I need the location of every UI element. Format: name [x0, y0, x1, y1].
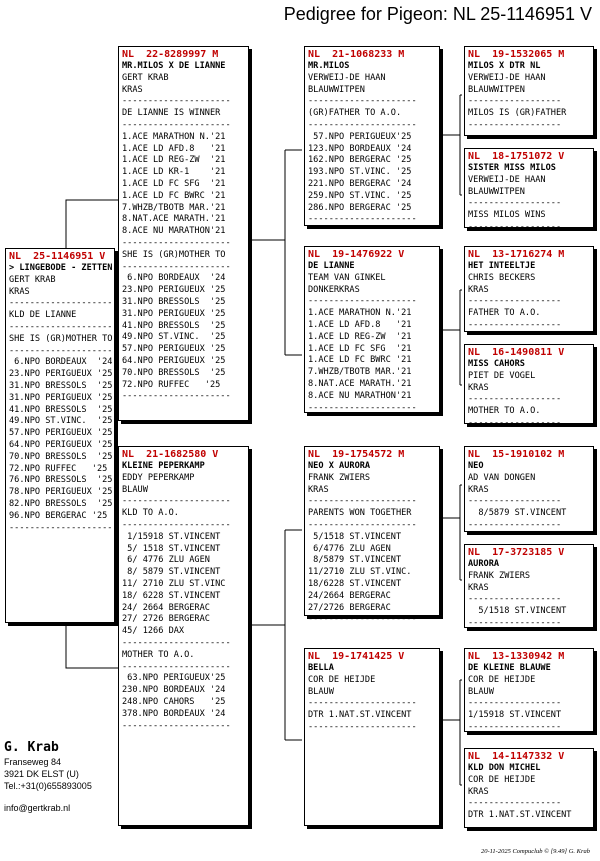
- pedigree-text-line: 123.NPO BORDEAUX '24: [308, 143, 412, 154]
- pedigree-text-line: 49.NPO ST.VINC. '25: [122, 332, 226, 343]
- pedigree-text-line: BLAUWWITPEN: [468, 84, 525, 95]
- pedigree-text-line: DONKERKRAS: [308, 284, 360, 295]
- separator-line: ------------------: [468, 594, 562, 605]
- separator-line: ---------------------: [308, 496, 417, 507]
- pigeon-name: MILOS X DTR NL: [468, 61, 541, 71]
- pedigree-text-line: EDDY PEPERKAMP: [122, 472, 195, 483]
- separator-line: ---------------------: [308, 614, 417, 625]
- card-lines: [468, 675, 590, 734]
- separator-line: ---------------------: [9, 321, 118, 332]
- pedigree-text-line: KRAS: [468, 786, 489, 797]
- separator-line: ---------------------: [122, 661, 231, 672]
- separator-line: ---------------------: [308, 119, 417, 130]
- pedigree-text-line: 64.NPO PERIGUEUX '25: [122, 355, 226, 366]
- great-grandparent-card-fmm[interactable]: [464, 344, 594, 428]
- pigeon-name: MISS CAHORS: [468, 359, 525, 369]
- pedigree-text-line: VERWEIJ-DE HAAN: [468, 174, 546, 185]
- pedigree-text-line: 31.NPO PERIGUEUX '25: [122, 308, 226, 319]
- great-grandparent-card-fmf[interactable]: [464, 246, 594, 332]
- pedigree-text-line: BLAUW: [122, 484, 148, 495]
- pedigree-text-line: DTR 1.NAT.ST.VINCENT: [468, 810, 572, 821]
- breeder-city: 3921 DK ELST (U): [4, 769, 79, 779]
- breeder-name: G. Krab: [4, 740, 59, 755]
- pedigree-text-line: 8.NAT.ACE MARATH.'21: [122, 214, 226, 225]
- card-lines: [468, 571, 590, 630]
- separator-line: ---------------------: [308, 296, 417, 307]
- pedigree-text-line: BLAUW: [468, 686, 494, 697]
- separator-line: ---------------------: [122, 261, 231, 272]
- pedigree-text-line: MOTHER TO A.O.: [468, 406, 541, 417]
- ring-number: NL 19-1741425 V: [308, 651, 405, 662]
- mother-pigeon-card[interactable]: [118, 446, 249, 826]
- pedigree-text-line: GERT KRAB: [122, 72, 169, 83]
- pedigree-text-line: 70.NPO BRESSOLS '25: [122, 367, 226, 378]
- pedigree-text-line: DTR 1.NAT.ST.VINCENT: [308, 710, 412, 721]
- separator-line: ---------------------: [9, 345, 118, 356]
- pedigree-text-line: VERWEIJ-DE HAAN: [468, 72, 546, 83]
- pedigree-text-line: DE LIANNE IS WINNER: [122, 108, 221, 119]
- separator-line: ------------------: [468, 221, 562, 232]
- separator-line: ------------------: [468, 417, 562, 428]
- paternal-grandmother-card[interactable]: [304, 246, 440, 413]
- pedigree-text-line: 248.NPO CAHORS '25: [122, 696, 226, 707]
- great-grandparent-card-mff[interactable]: [464, 446, 594, 532]
- separator-line: ---------------------: [308, 402, 417, 413]
- separator-line: ------------------: [468, 698, 562, 709]
- pedigree-text-line: MISS MILOS WINS: [468, 210, 546, 221]
- pedigree-text-line: 1/15918 ST.VINCENT: [122, 531, 221, 542]
- pigeon-name: KLEINE PEPERKAMP: [122, 461, 205, 471]
- pedigree-text-line: 31.NPO BRESSOLS '25: [122, 296, 226, 307]
- pedigree-text-line: 5/1518 ST.VINCENT: [468, 606, 567, 617]
- pedigree-text-line: 162.NPO BERGERAC '25: [308, 155, 412, 166]
- separator-line: ------------------: [468, 296, 562, 307]
- pedigree-text-line: 230.NPO BORDEAUX '24: [122, 685, 226, 696]
- pedigree-text-line: 41.NPO BRESSOLS '25: [9, 404, 113, 415]
- pedigree-text-line: 1.ACE LD AFD.8 '21: [308, 319, 412, 330]
- pedigree-text-line: 96.NPO BERGERAC '25: [9, 510, 108, 521]
- pedigree-text-line: KLD TO A.O.: [122, 508, 179, 519]
- pedigree-text-line: 11/ 2710 ZLU ST.VINC: [122, 578, 226, 589]
- ring-number: NL 19-1532065 M: [468, 49, 565, 60]
- pedigree-text-line: GERT KRAB: [9, 274, 56, 285]
- pedigree-text-line: TEAM VAN GINKEL: [308, 272, 386, 283]
- pedigree-text-line: 57.NPO PERIGUEUX'25: [308, 131, 412, 142]
- card-lines: [122, 473, 245, 733]
- separator-line: ---------------------: [308, 519, 417, 530]
- pedigree-text-line: KRAS: [468, 382, 489, 393]
- pedigree-text-line: PARENTS WON TOGETHER: [308, 508, 412, 519]
- pedigree-text-line: 78.NPO PERIGUEUX '25: [9, 487, 113, 498]
- breeder-email[interactable]: info@gertkrab.nl: [4, 803, 71, 813]
- pedigree-text-line: 8/ 5879 ST.VINCENT: [122, 567, 221, 578]
- pedigree-text-line: KLD DE LIANNE: [9, 310, 77, 321]
- separator-line: ---------------------: [122, 637, 231, 648]
- pedigree-text-line: 49.NPO ST.VINC. '25: [9, 416, 113, 427]
- separator-line: ------------------: [468, 617, 562, 628]
- pedigree-text-line: PIET DE VOGEL: [468, 370, 536, 381]
- pigeon-name: NEO X AURORA: [308, 461, 371, 471]
- pigeon-name: AURORA: [468, 559, 500, 569]
- card-lines: [468, 775, 590, 822]
- pedigree-text-line: 64.NPO PERIGUEUX '25: [9, 439, 113, 450]
- ring-number: NL 13-1330942 M: [468, 651, 565, 662]
- pigeon-name: DE LIANNE: [308, 261, 355, 271]
- pedigree-text-line: 82.NPO BRESSOLS '25: [9, 498, 113, 509]
- pedigree-text-line: MOTHER TO A.O.: [122, 649, 195, 660]
- separator-line: ---------------------: [308, 214, 417, 225]
- separator-line: ------------------: [468, 721, 562, 732]
- ring-number: NL 16-1490811 V: [468, 347, 565, 358]
- breeder-street: Franseweg 84: [4, 757, 62, 767]
- footer-credit: 20-11-2025 Compuclub © [9.49] G. Krab: [481, 848, 590, 855]
- separator-line: ---------------------: [122, 519, 231, 530]
- pedigree-text-line: 23.NPO PERIGUEUX '25: [9, 369, 113, 380]
- card-lines: [9, 274, 118, 535]
- pedigree-text-line: 6.NPO BORDEAUX '24: [122, 273, 226, 284]
- maternal-grandfather-card[interactable]: [304, 446, 440, 625]
- breeder-phone: Tel.:+31(0)655893005: [4, 781, 92, 791]
- pedigree-text-line: 23.NPO PERIGUEUX '25: [122, 285, 226, 296]
- separator-line: ------------------: [468, 394, 562, 405]
- card-lines: [308, 473, 436, 626]
- pedigree-text-line: 7.WHZB/TBOTB MAR.'21: [308, 367, 412, 378]
- pigeon-name: HET INTEELTJE: [468, 261, 536, 271]
- pedigree-text-line: KRAS: [468, 582, 489, 593]
- separator-line: ---------------------: [122, 391, 231, 402]
- pigeon-name: DE KLEINE BLAUWE: [468, 663, 551, 673]
- pedigree-text-line: SHE IS (GR)MOTHER TO: [9, 333, 113, 344]
- great-grandparent-card-mfm[interactable]: [464, 544, 594, 628]
- pedigree-text-line: 6/ 4776 ZLU AGEN: [122, 555, 210, 566]
- pedigree-text-line: 41.NPO BRESSOLS '25: [122, 320, 226, 331]
- separator-line: ---------------------: [308, 698, 417, 709]
- pedigree-text-line: COR DE HEIJDE: [308, 674, 376, 685]
- pedigree-text-line: 259.NPO ST.VINC. '25: [308, 190, 412, 201]
- card-lines: [468, 371, 590, 430]
- pedigree-text-line: 1/15918 ST.VINCENT: [468, 710, 562, 721]
- ring-number: NL 18-1751072 V: [468, 151, 565, 162]
- pedigree-text-line: 1.ACE MARATHON N.'21: [308, 308, 412, 319]
- card-lines: [308, 73, 436, 226]
- pedigree-text-line: COR DE HEIJDE: [468, 774, 536, 785]
- card-lines: [468, 175, 590, 234]
- pedigree-text-line: 24/2664 BERGERAC: [308, 590, 391, 601]
- card-lines: [122, 73, 245, 403]
- pedigree-text-line: 1.ACE LD FC SFG '21: [122, 178, 226, 189]
- ring-number: NL 21-1682580 V: [122, 449, 219, 460]
- pedigree-text-line: 24/ 2664 BERGERAC: [122, 602, 210, 613]
- pedigree-text-line: 8.ACE NU MARATHON'21: [308, 390, 412, 401]
- pigeon-name: > LINGEBODE - ZETTEN: [9, 263, 113, 273]
- card-lines: [468, 473, 590, 532]
- pigeon-name: MR.MILOS: [308, 61, 350, 71]
- pedigree-text-line: KRAS: [468, 284, 489, 295]
- pedigree-text-line: BLAUWWITPEN: [468, 186, 525, 197]
- card-lines: [468, 73, 590, 132]
- pedigree-text-line: MILOS IS (GR)FATHER: [468, 108, 567, 119]
- ring-number: NL 13-1716274 M: [468, 249, 565, 260]
- father-pigeon-card[interactable]: [118, 46, 249, 421]
- ring-number: NL 21-1068233 M: [308, 49, 405, 60]
- pedigree-text-line: (GR)FATHER TO A.O.: [308, 108, 402, 119]
- pedigree-text-line: 31.NPO BRESSOLS '25: [9, 380, 113, 391]
- pigeon-name: BELLA: [308, 663, 334, 673]
- pedigree-text-line: 27/2726 BERGERAC: [308, 602, 391, 613]
- separator-line: ------------------: [468, 519, 562, 530]
- pedigree-text-line: BLAUW: [308, 686, 334, 697]
- pedigree-text-line: 1.ACE LD AFD.8 '21: [122, 143, 226, 154]
- pedigree-text-line: AD VAN DONGEN: [468, 472, 536, 483]
- pedigree-text-line: KRAS: [468, 484, 489, 495]
- separator-line: ------------------: [468, 198, 562, 209]
- separator-line: ---------------------: [122, 720, 231, 731]
- separator-line: ---------------------: [122, 96, 231, 107]
- great-grandparent-card-mmm[interactable]: [464, 748, 594, 828]
- pedigree-text-line: 18/ 6228 ST.VINCENT: [122, 590, 221, 601]
- pedigree-text-line: 1.ACE LD FC BWRC '21: [308, 355, 412, 366]
- ring-number: NL 15-1910102 M: [468, 449, 565, 460]
- pedigree-text-line: 286.NPO BERGERAC '25: [308, 202, 412, 213]
- separator-line: ------------------: [468, 319, 562, 330]
- separator-line: ------------------: [468, 798, 562, 809]
- pedigree-text-line: CHRIS BECKERS: [468, 272, 536, 283]
- pedigree-text-line: 8.ACE NU MARATHON'21: [122, 226, 226, 237]
- pedigree-text-line: 193.NPO ST.VINC. '25: [308, 167, 412, 178]
- pedigree-text-line: FATHER TO A.O.: [468, 308, 541, 319]
- pedigree-text-line: SHE IS (GR)MOTHER TO: [122, 249, 226, 260]
- separator-line: ---------------------: [122, 237, 231, 248]
- pedigree-text-line: 63.NPO PERIGUEUX'25: [122, 673, 226, 684]
- pedigree-text-line: 70.NPO BRESSOLS '25: [9, 451, 113, 462]
- separator-line: ---------------------: [122, 496, 231, 507]
- pedigree-text-line: FRANK ZWIERS: [308, 472, 371, 483]
- pedigree-text-line: 31.NPO PERIGUEUX '25: [9, 392, 113, 403]
- ring-number: NL 17-3723185 V: [468, 547, 565, 558]
- pedigree-text-line: KRAS: [122, 84, 143, 95]
- great-grandparent-card-fff[interactable]: [464, 46, 594, 136]
- separator-line: ---------------------: [122, 119, 231, 130]
- pedigree-text-line: VERWEIJ-DE HAAN: [308, 72, 386, 83]
- breeder-info: [4, 740, 92, 814]
- card-lines: [308, 675, 436, 734]
- separator-line: ---------------------: [9, 298, 118, 309]
- card-lines: [308, 273, 436, 415]
- great-grandparent-card-mmf[interactable]: [464, 648, 594, 732]
- pedigree-text-line: 11/2710 ZLU ST.VINC.: [308, 567, 412, 578]
- pedigree-text-line: 5/ 1518 ST.VINCENT: [122, 543, 221, 554]
- pedigree-text-line: 1.ACE LD FC BWRC '21: [122, 190, 226, 201]
- pedigree-text-line: 1.ACE MARATHON N.'21: [122, 131, 226, 142]
- pedigree-text-line: 1.ACE LD REG-ZW '21: [308, 331, 412, 342]
- great-grandparent-card-ffm[interactable]: [464, 148, 594, 232]
- separator-line: ------------------: [468, 96, 562, 107]
- pedigree-text-line: 18/6228 ST.VINCENT: [308, 578, 402, 589]
- ring-number: NL 14-1147332 V: [468, 751, 565, 762]
- pigeon-name: MR.MILOS X DE LIANNE: [122, 61, 226, 71]
- pedigree-text-line: BLAUWWITPEN: [308, 84, 365, 95]
- subject-pigeon-card[interactable]: [5, 248, 118, 623]
- pedigree-text-line: FRANK ZWIERS: [468, 570, 531, 581]
- pedigree-text-line: 1.ACE LD KR-1 '21: [122, 167, 226, 178]
- pedigree-text-line: 1.ACE LD REG-ZW '21: [122, 155, 226, 166]
- ring-number: NL 22-8289997 M: [122, 49, 219, 60]
- ring-number: NL 19-1476922 V: [308, 249, 405, 260]
- ring-number: NL 19-1754572 M: [308, 449, 405, 460]
- pedigree-text-line: 7.WHZB/TBOTB MAR.'21: [122, 202, 226, 213]
- pigeon-name: KLD DON MICHEL: [468, 763, 541, 773]
- maternal-grandmother-card[interactable]: [304, 648, 440, 826]
- separator-line: ---------------------: [308, 721, 417, 732]
- pedigree-text-line: 6/4776 ZLU AGEN: [308, 543, 391, 554]
- pedigree-text-line: 221.NPO BERGERAC '24: [308, 178, 412, 189]
- pedigree-text-line: COR DE HEIJDE: [468, 674, 536, 685]
- ring-number: NL 25-1146951 V: [9, 251, 106, 262]
- separator-line: ------------------: [468, 119, 562, 130]
- pedigree-text-line: 6.NPO BORDEAUX '24: [9, 357, 113, 368]
- pedigree-text-line: 57.NPO PERIGUEUX '25: [122, 344, 226, 355]
- pedigree-text-line: 8/5879 ST.VINCENT: [468, 508, 567, 519]
- pedigree-text-line: 8/5879 ST.VINCENT: [308, 555, 402, 566]
- paternal-grandfather-card[interactable]: [304, 46, 440, 226]
- pedigree-text-line: 5/1518 ST.VINCENT: [308, 531, 402, 542]
- pedigree-text-line: KRAS: [9, 286, 30, 297]
- pedigree-text-line: 72.NPO RUFFEC '25: [122, 379, 221, 390]
- separator-line: ------------------: [468, 496, 562, 507]
- pedigree-text-line: 8.NAT.ACE MARATH.'21: [308, 378, 412, 389]
- separator-line: ---------------------: [9, 522, 118, 533]
- pedigree-text-line: 27/ 2726 BERGERAC: [122, 614, 210, 625]
- pedigree-text-line: 378.NPO BORDEAUX '24: [122, 708, 226, 719]
- pedigree-text-line: 76.NPO BRESSOLS '25: [9, 475, 113, 486]
- card-lines: [468, 273, 590, 332]
- pigeon-name: SISTER MISS MILOS: [468, 163, 556, 173]
- separator-line: ---------------------: [308, 96, 417, 107]
- pedigree-text-line: 57.NPO PERIGUEUX '25: [9, 428, 113, 439]
- pedigree-text-line: 1.ACE LD FC SFG '21: [308, 343, 412, 354]
- pedigree-text-line: 72.NPO RUFFEC '25: [9, 463, 108, 474]
- pigeon-name: NEO: [468, 461, 484, 471]
- pedigree-text-line: 45/ 1266 DAX: [122, 626, 185, 637]
- page-title: Pedigree for Pigeon: NL 25-1146951 V: [283, 4, 592, 24]
- pedigree-text-line: KRAS: [308, 484, 329, 495]
